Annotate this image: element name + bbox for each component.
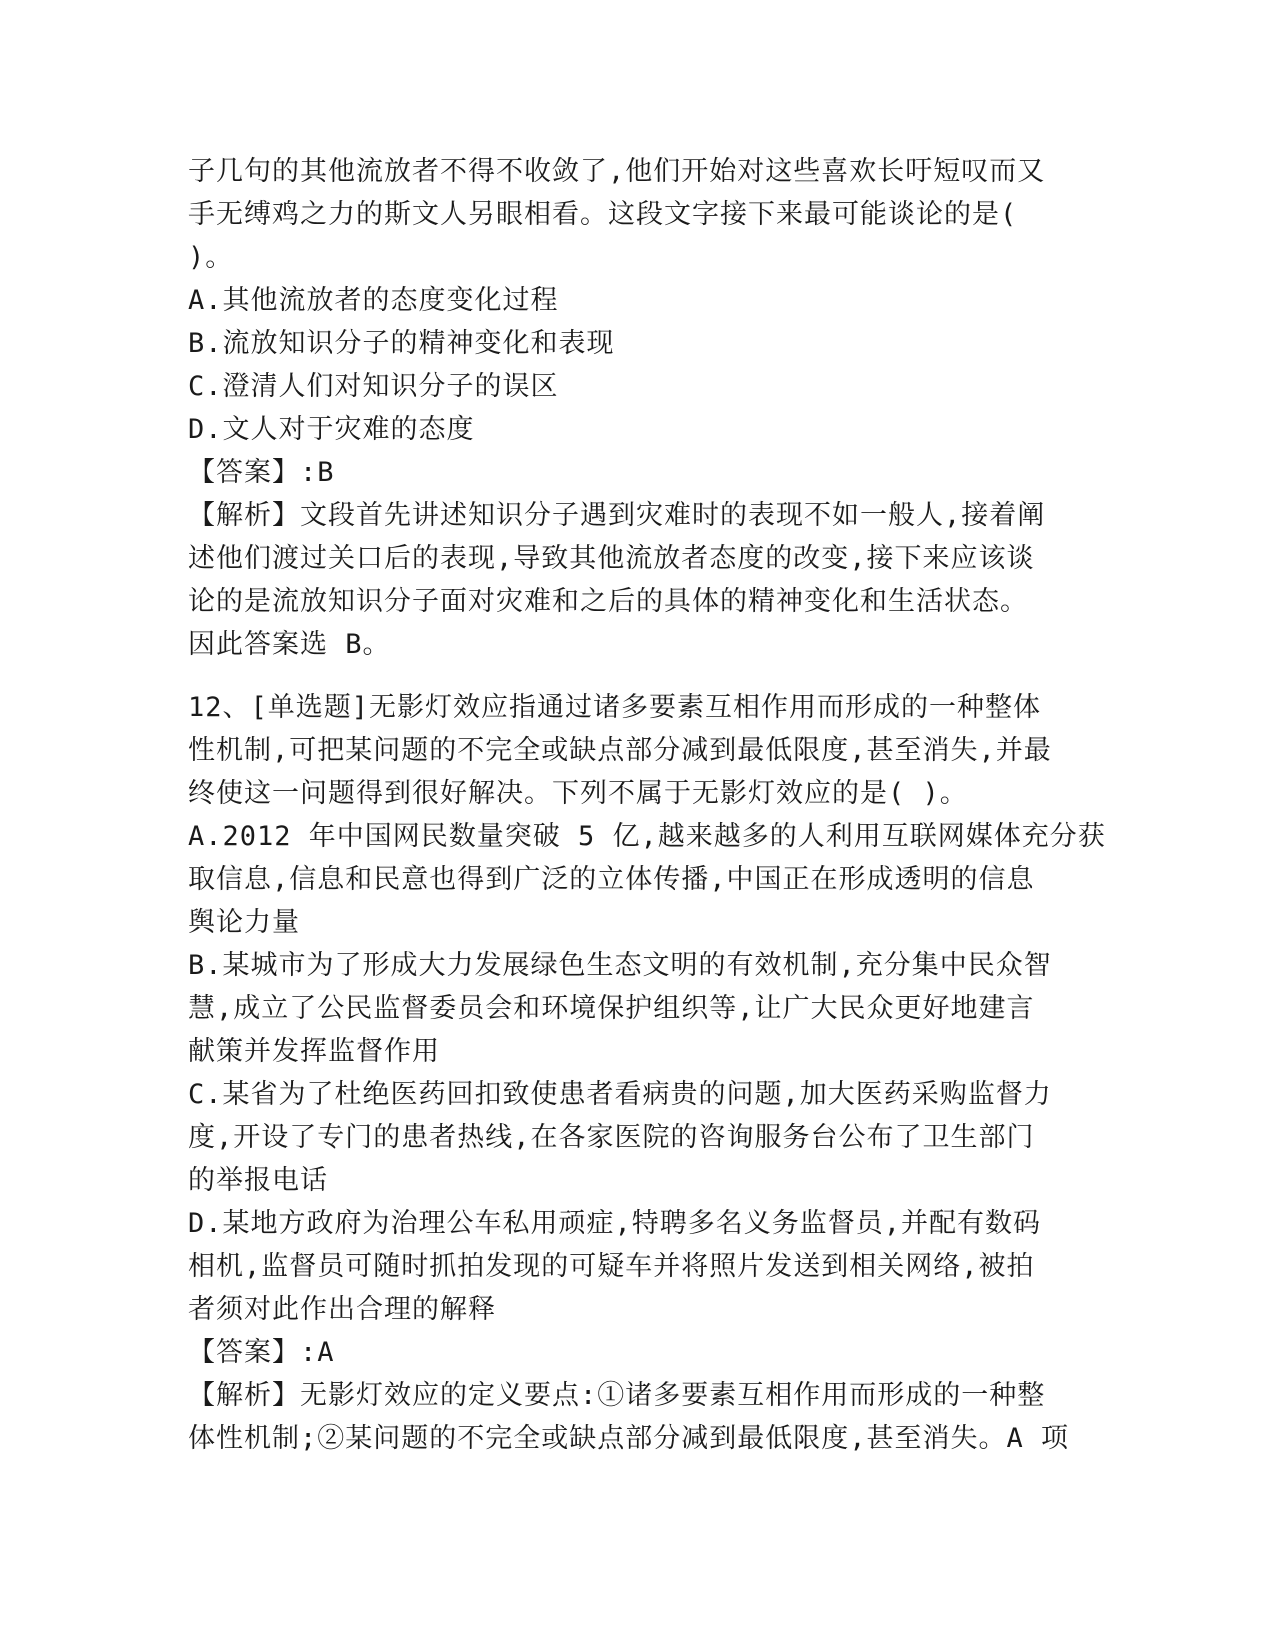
- question-stem-line: 性机制,可把某问题的不完全或缺点部分减到最低限度,甚至消失,并最: [188, 735, 1052, 766]
- option-d: D.文人对于灾难的态度: [188, 414, 475, 445]
- analysis-line: 【解析】无影灯效应的定义要点:①诸多要素互相作用而形成的一种整: [188, 1380, 1046, 1411]
- question-11-continued: [188, 150, 1088, 666]
- question-12: [188, 686, 1106, 1460]
- question-stem-line: )。: [188, 242, 234, 273]
- question-separator: [188, 666, 1088, 686]
- option-c: C.澄清人们对知识分子的误区: [188, 371, 559, 402]
- option-b-line: 慧,成立了公民监督委员会和环境保护组织等,让广大民众更好地建言: [188, 993, 1035, 1024]
- answer-line: 【答案】:A: [188, 1337, 335, 1368]
- question-stem-line: 子几句的其他流放者不得不收敛了,他们开始对这些喜欢长吁短叹而又: [188, 156, 1046, 187]
- question-stem-line: 终使这一问题得到很好解决。下列不属于无影灯效应的是( )。: [188, 778, 968, 809]
- option-c-line: 的举报电话: [188, 1165, 328, 1196]
- option-c-line: 度,开设了专门的患者热线,在各家医院的咨询服务台公布了卫生部门: [188, 1122, 1035, 1153]
- analysis-line: 因此答案选 B。: [188, 629, 391, 660]
- analysis-line: 【解析】文段首先讲述知识分子遇到灾难时的表现不如一般人,接着阐: [188, 500, 1046, 531]
- question-stem-line: 手无缚鸡之力的斯文人另眼相看。这段文字接下来最可能谈论的是(: [188, 199, 1018, 230]
- option-c-line: C.某省为了杜绝医药回扣致使患者看病贵的问题,加大医药采购监督力: [188, 1079, 1052, 1110]
- question-stem-line: 12、[单选题]无影灯效应指通过诸多要素互相作用而形成的一种整体: [188, 692, 1042, 723]
- option-d-line: 者须对此作出合理的解释: [188, 1294, 496, 1325]
- option-b-line: B.某城市为了形成大力发展绿色生态文明的有效机制,充分集中民众智: [188, 950, 1052, 981]
- analysis-line: 述他们渡过关口后的表现,导致其他流放者态度的改变,接下来应该谈: [188, 543, 1035, 574]
- option-a: A.其他流放者的态度变化过程: [188, 285, 559, 316]
- analysis-line: 论的是流放知识分子面对灾难和之后的具体的精神变化和生活状态。: [188, 586, 1028, 617]
- option-b: B.流放知识分子的精神变化和表现: [188, 328, 615, 359]
- option-d-line: D.某地方政府为治理公车私用顽症,特聘多名义务监督员,并配有数码: [188, 1208, 1042, 1239]
- option-b-line: 献策并发挥监督作用: [188, 1036, 440, 1067]
- option-a-line: A.2012 年中国网民数量突破 5 亿,越来越多的人利用互联网媒体充分获: [188, 821, 1106, 852]
- analysis-line: 体性机制;②某问题的不完全或缺点部分减到最低限度,甚至消失。A 项: [188, 1423, 1070, 1454]
- answer-line: 【答案】:B: [188, 457, 335, 488]
- option-a-line: 舆论力量: [188, 907, 300, 938]
- option-a-line: 取信息,信息和民意也得到广泛的立体传播,中国正在形成透明的信息: [188, 864, 1035, 895]
- document-content: [188, 150, 1106, 1460]
- option-d-line: 相机,监督员可随时抓拍发现的可疑车并将照片发送到相关网络,被拍: [188, 1251, 1035, 1282]
